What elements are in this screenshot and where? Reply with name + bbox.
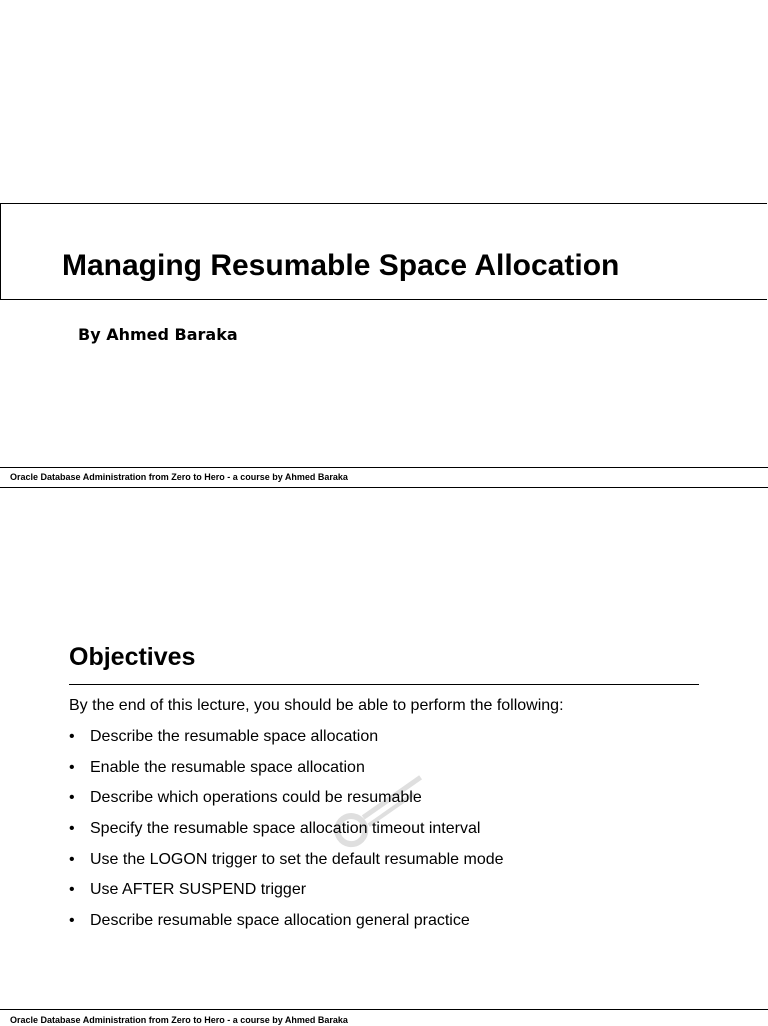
objectives-title: Objectives <box>69 643 196 671</box>
bullet-icon: • <box>69 850 75 868</box>
footer-text: Oracle Database Administration from Zero to Hero - a course by Ahmed Baraka <box>10 1015 348 1025</box>
bullet-icon: • <box>69 758 75 776</box>
bullet-icon: • <box>69 912 75 930</box>
title-underline <box>69 684 699 685</box>
bullet-icon: • <box>69 820 75 838</box>
lecture-title: Managing Resumable Space Allocation <box>62 249 620 282</box>
bullet-icon: • <box>69 881 75 899</box>
objectives-slide: Objectives By the end of this lecture, you should be able to perform the following: • Describe the resumable space allocation • Enable the resumable space allocation • Describe which operations could be resumable • Specify the resumable space allocation timeout interval • Use the LOGON trigger to set the default resumable mode • Use AFTER SUSPEND trigger • Describe resumable space allocation general practice Oracle Database Administration from Zero to Hero - a course by Ahmed Baraka <box>0 500 768 1024</box>
slide-footer <box>0 467 768 488</box>
bullet-icon: • <box>69 789 75 807</box>
slide-footer <box>0 1009 768 1025</box>
objectives-intro: By the end of this lecture, you should be able to perform the following: <box>69 697 564 714</box>
footer-text: Oracle Database Administration from Zero to Hero - a course by Ahmed Baraka <box>10 472 348 482</box>
author-line: By Ahmed Baraka <box>78 325 238 344</box>
title-slide <box>0 0 768 500</box>
bullet-icon: • <box>69 728 75 745</box>
